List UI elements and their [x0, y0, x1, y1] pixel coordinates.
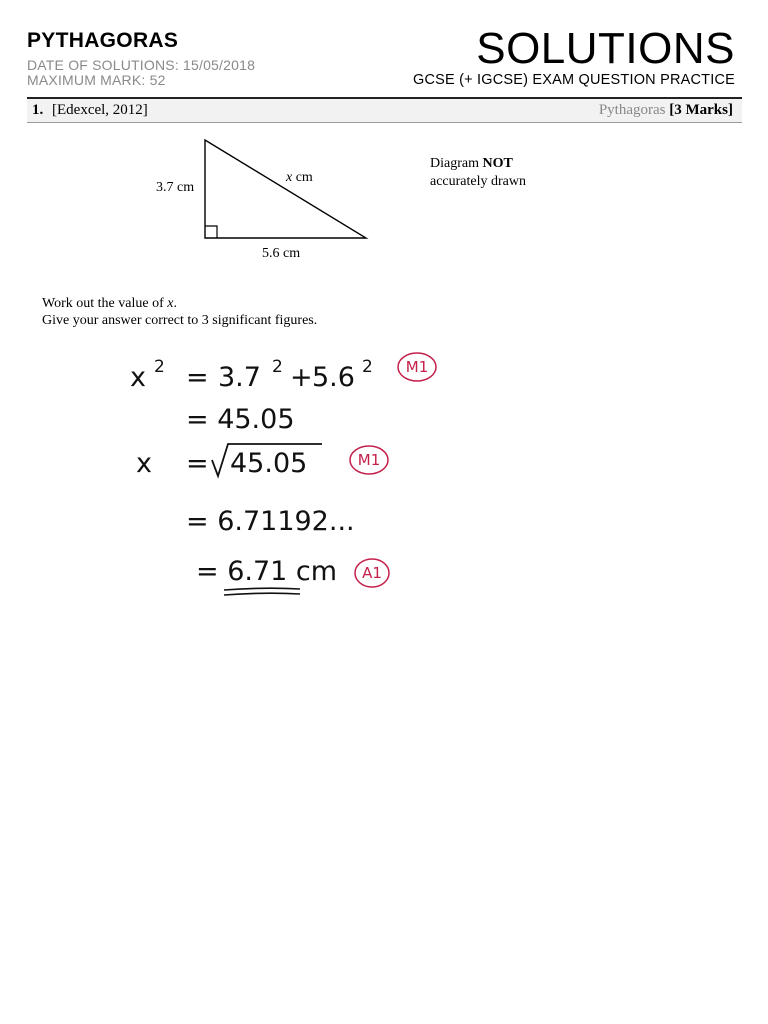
hypotenuse-variable: x [286, 170, 293, 185]
working-line-1-plus: + [290, 362, 313, 393]
date-of-solutions: DATE OF SOLUTIONS: 15/05/2018 [27, 57, 256, 73]
working-line-1-mark: M1 [405, 358, 429, 376]
page-title: PYTHAGORAS [27, 29, 179, 52]
question-topic: Pythagoras [598, 102, 666, 118]
working-line-2: = 45.05 [186, 404, 295, 435]
diagram-note [430, 156, 513, 172]
working-line-5-mark: A1 [362, 564, 382, 582]
right-angle-marker [205, 226, 217, 238]
instruction-line-2: Give your answer correct to 3 significant figures. [42, 313, 318, 328]
instruction-variable: x [167, 296, 174, 311]
triangle-diagram [140, 130, 400, 265]
instruction-period: . [173, 296, 177, 311]
working-line-3-mark: M1 [357, 451, 381, 469]
answer-underline-2 [224, 593, 300, 595]
working-line-1-term-1-exponent: 2 [272, 357, 283, 377]
side-a-label: 3.7 cm [156, 180, 195, 195]
triangle-shape [205, 140, 366, 238]
answer-underline-1 [224, 588, 300, 590]
working-line-3-equals: = [186, 448, 209, 479]
working-line-3-lhs: x [136, 448, 152, 479]
working-line-4: = 6.71192... [186, 506, 355, 537]
instruction-line-1 [42, 296, 177, 312]
question-topic-marks [599, 102, 733, 119]
working-line-5: = 6.71 cm [196, 556, 338, 587]
working-line-1-lhs-exponent: 2 [154, 357, 165, 377]
solutions-heading: SOLUTIONS [476, 24, 735, 73]
working-line-1-term-1: 3.7 [218, 362, 261, 393]
hypotenuse-unit: cm [295, 170, 313, 185]
question-source: [Edexcel, 2012] [52, 102, 148, 118]
question-number: 1. [32, 102, 44, 118]
working-line-1-equals: = [186, 362, 209, 393]
working-line-3-radicand: 45.05 [230, 448, 308, 479]
diagram-note-line2: accurately drawn [430, 174, 526, 189]
exam-subtitle: GCSE (+ IGCSE) EXAM QUESTION PRACTICE [412, 72, 735, 88]
working-line-1-term-2: 5.6 [312, 362, 355, 393]
instruction-text: Work out the value of [42, 296, 164, 311]
side-b-label: 5.6 cm [262, 246, 301, 261]
working-line-1-term-2-exponent: 2 [362, 357, 373, 377]
diagram-note-prefix: Diagram [430, 156, 479, 171]
hypotenuse-label [285, 170, 313, 185]
handwritten-working [100, 340, 500, 610]
question-marks: [3 Marks] [669, 102, 733, 118]
working-line-1-lhs: x [130, 362, 146, 393]
diagram-note-bold: NOT [482, 156, 513, 171]
maximum-mark: MAXIMUM MARK: 52 [27, 72, 166, 88]
